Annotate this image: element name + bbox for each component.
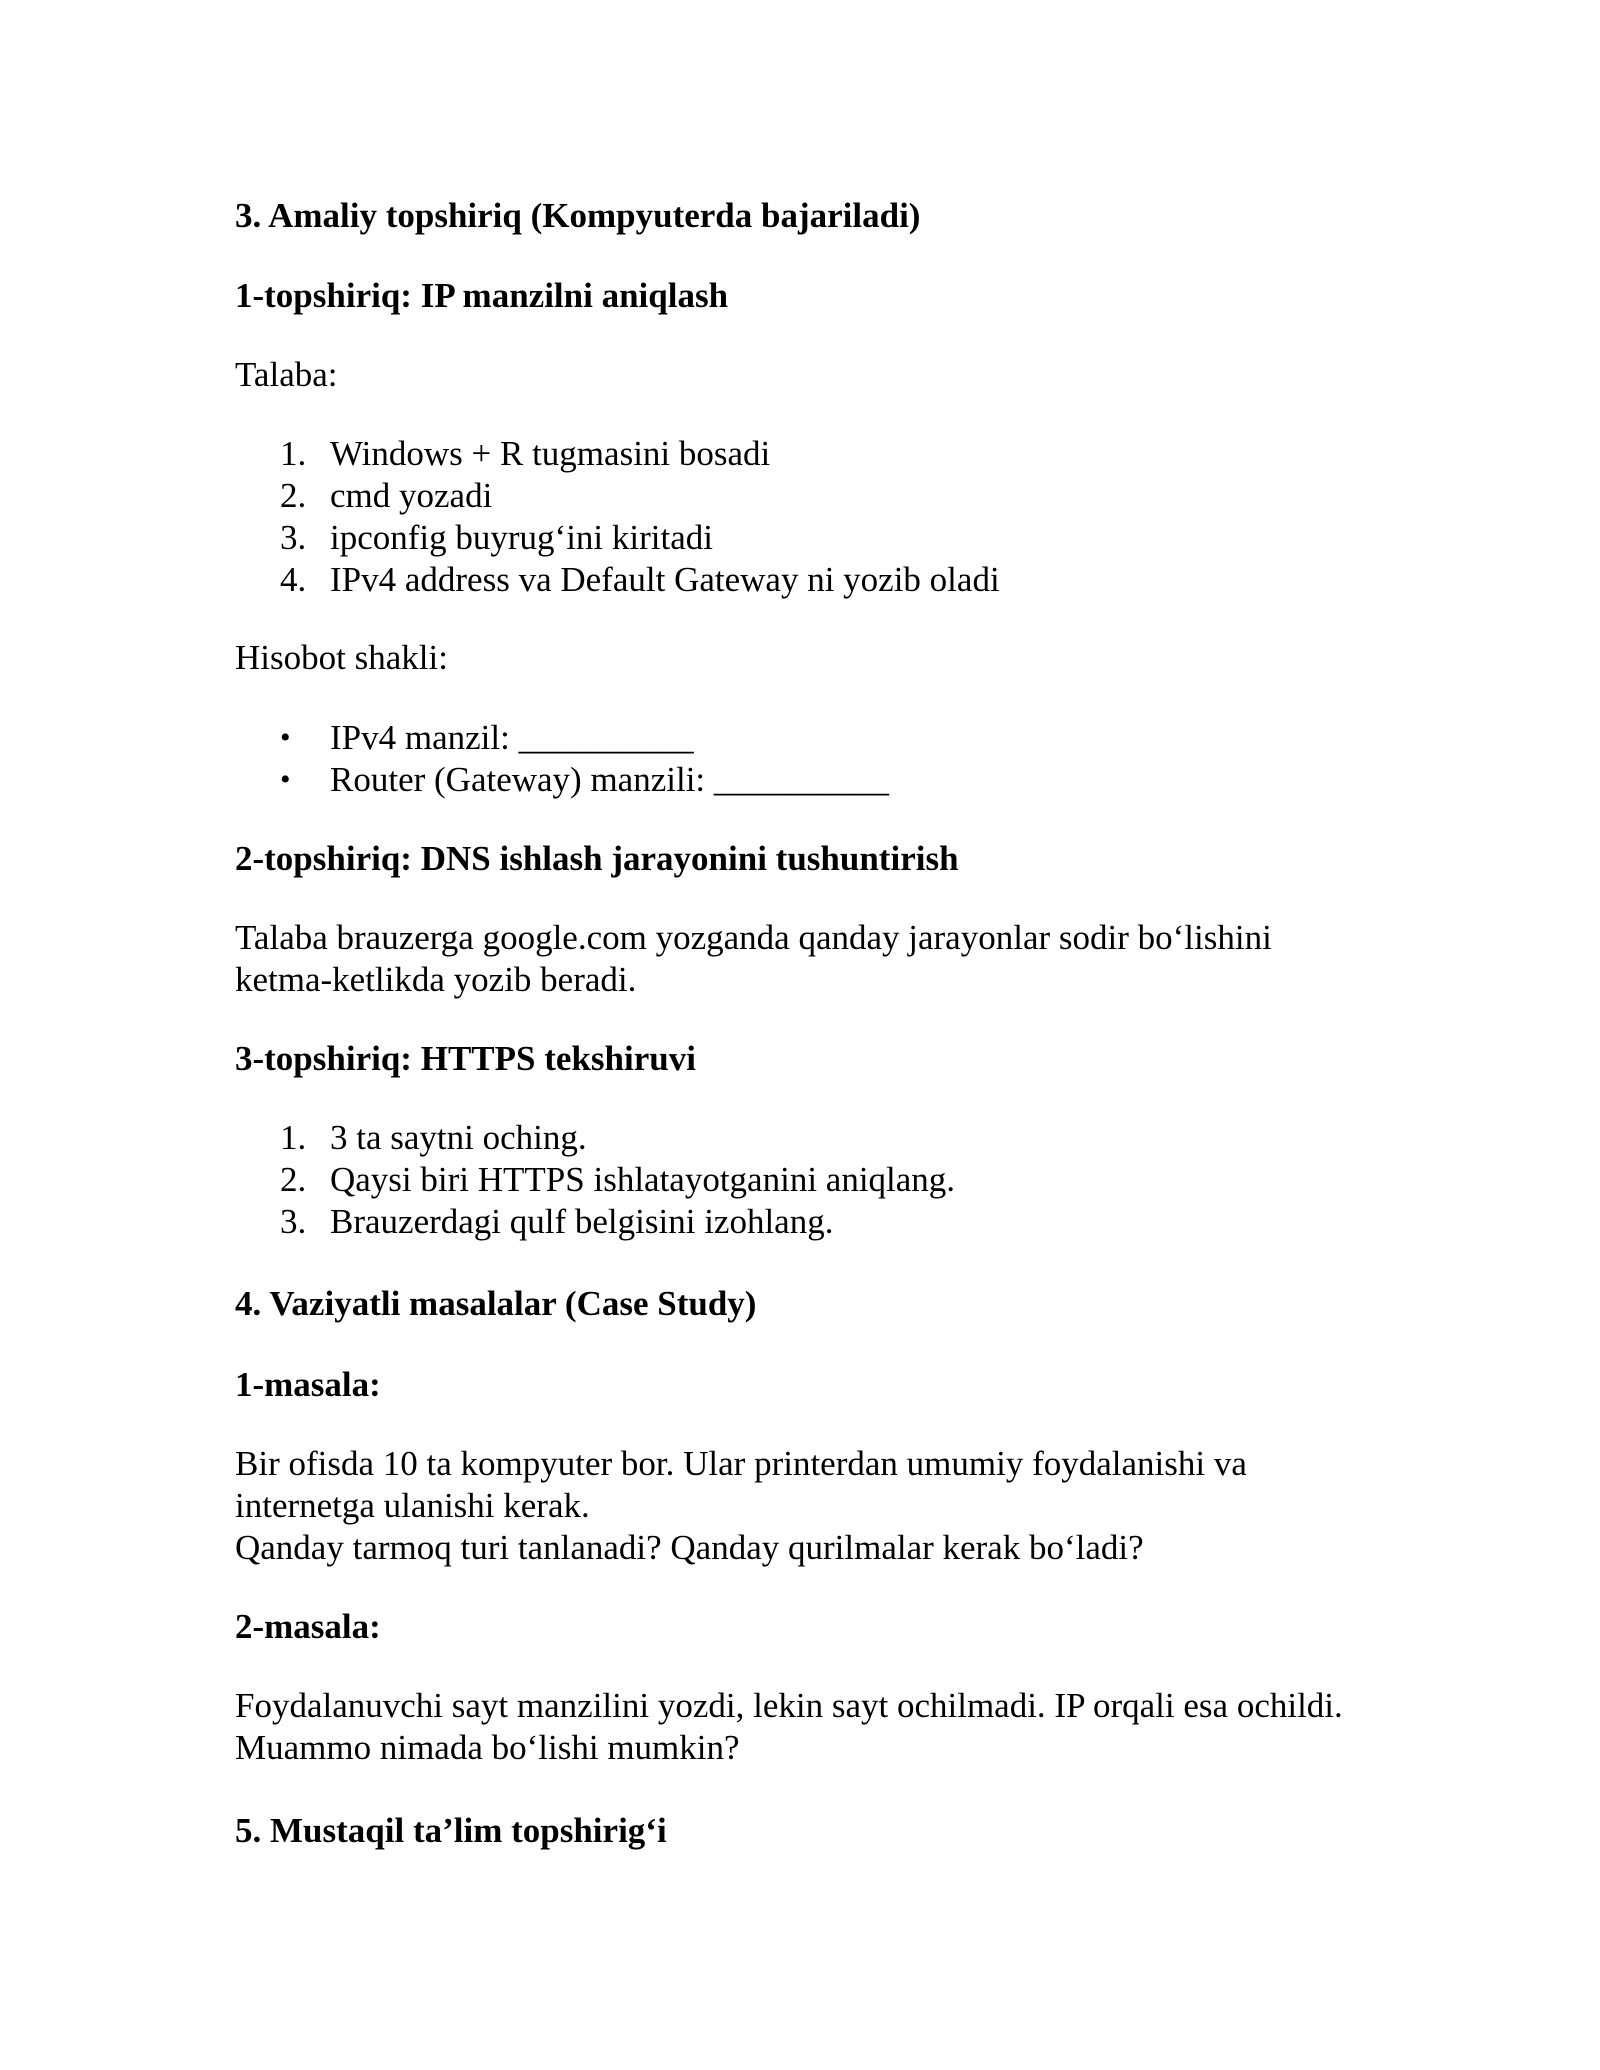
list-item-text: Qaysi biri HTTPS ishlatayotganini aniqlang. xyxy=(330,1160,956,1199)
task-2-text-line-2: ketma-ketlikda yozib beradi. xyxy=(235,960,637,999)
list-number: 3. xyxy=(280,1202,307,1241)
list-item xyxy=(235,559,1335,601)
list-item xyxy=(235,1159,1335,1201)
list-item-text: 3 ta saytni oching. xyxy=(330,1118,587,1157)
list-number: 2. xyxy=(280,1160,307,1199)
bullet-icon: • xyxy=(280,721,291,754)
case-1-text-line-3: Qanday tarmoq turi tanlanadi? Qanday qurilmalar kerak bo‘ladi? xyxy=(235,1528,1144,1567)
list-item-text: Windows + R tugmasini bosadi xyxy=(330,434,771,473)
list-item-text: ipconfig buyrug‘ini kiritadi xyxy=(330,518,713,557)
list-item-text: IPv4 manzil: __________ xyxy=(330,718,694,757)
case-2-heading: 2-masala: xyxy=(235,1607,381,1646)
list-item-text: Brauzerdagi qulf belgisini izohlang. xyxy=(330,1202,834,1241)
task-1-heading: 1-topshiriq: IP manzilni aniqlash xyxy=(235,276,729,315)
case-1-text-line-1: Bir ofisda 10 ta kompyuter bor. Ular printerdan umumiy foydalanishi va xyxy=(235,1444,1247,1483)
section-5-heading: 5. Mustaqil ta’lim topshirig‘i xyxy=(235,1811,667,1850)
list-item xyxy=(235,433,1335,475)
list-item xyxy=(235,1117,1335,1159)
list-item xyxy=(235,1201,1335,1243)
case-2-text-line-1: Foydalanuvchi sayt manzilini yozdi, lekin sayt ochilmadi. IP orqali esa ochildi. xyxy=(235,1686,1343,1725)
bullet-icon: • xyxy=(280,763,291,796)
list-number: 1. xyxy=(280,1118,307,1157)
list-number: 1. xyxy=(280,434,307,473)
list-item xyxy=(235,759,1335,801)
list-number: 4. xyxy=(280,560,307,599)
report-label: Hisobot shakli: xyxy=(235,638,448,677)
list-item-text: cmd yozadi xyxy=(330,476,493,515)
task-2-heading: 2-topshiriq: DNS ishlash jarayonini tushuntirish xyxy=(235,839,959,878)
task-3-heading: 3-topshiriq: HTTPS tekshiruvi xyxy=(235,1039,696,1078)
task-1-intro: Talaba: xyxy=(235,355,338,394)
case-1-heading: 1-masala: xyxy=(235,1365,381,1404)
task-2-text-line-1: Talaba brauzerga google.com yozganda qanday jarayonlar sodir bo‘lishini xyxy=(235,918,1272,957)
section-3-heading: 3. Amaliy topshiriq (Kompyuterda bajariladi) xyxy=(235,196,921,235)
case-2-text-line-2: Muammo nimada bo‘lishi mumkin? xyxy=(235,1728,740,1767)
list-number: 2. xyxy=(280,476,307,515)
list-item-text: Router (Gateway) manzili: __________ xyxy=(330,760,889,799)
list-number: 3. xyxy=(280,518,307,557)
list-item xyxy=(235,517,1335,559)
list-item xyxy=(235,475,1335,517)
list-item-text: IPv4 address va Default Gateway ni yozib oladi xyxy=(330,560,1000,599)
section-4-heading: 4. Vaziyatli masalalar (Case Study) xyxy=(235,1284,757,1323)
list-item xyxy=(235,717,1335,759)
case-1-text-line-2: internetga ulanishi kerak. xyxy=(235,1486,590,1525)
